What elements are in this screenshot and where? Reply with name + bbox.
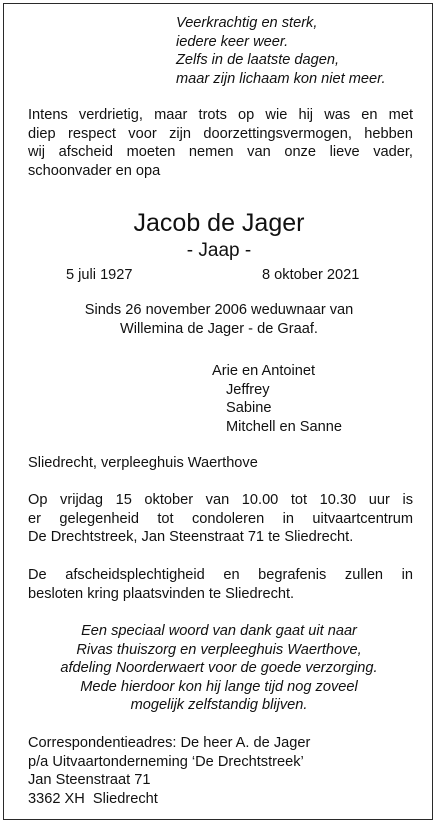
- intro-paragraph: [28, 106, 413, 180]
- poem: [176, 14, 426, 88]
- correspondence-address: [28, 734, 310, 808]
- death-date: 8 oktober 2021: [262, 267, 360, 283]
- thanks-line: Een speciaal woord van dank gaat uit naar: [81, 623, 357, 639]
- family-list: [212, 362, 342, 436]
- condolence-paragraph: [28, 491, 413, 547]
- intro-line: Intens verdrietig, maar trots op wie hij was en met: [28, 107, 413, 123]
- grandchild: Jeffrey: [226, 381, 270, 398]
- intro-line: wij afscheid moeten nemen van onze lieve vader,: [28, 144, 413, 161]
- address-line: Jan Steenstraat 71: [28, 772, 151, 789]
- widower-line: Sinds 26 november 2006 weduwnaar van: [84, 302, 354, 318]
- address-line: p/a Uitvaartonderneming ‘De Drechtstreek’: [28, 753, 304, 770]
- ceremony-line: besloten kring plaatsvinden te Sliedrecht.: [28, 585, 295, 602]
- ceremony-paragraph: [28, 566, 413, 603]
- poem-line: maar zijn lichaam kon niet meer.: [176, 70, 386, 87]
- family-couple: Arie en Antoinet: [212, 363, 316, 379]
- address-line: Correspondentieadres: De heer A. de Jager: [28, 735, 311, 751]
- thanks-line: Rivas thuiszorg en verpleeghuis Waerthove,: [76, 641, 362, 658]
- thanks-paragraph: [4, 622, 434, 715]
- condolence-line: er gelegenheid tot condoleren in uitvaartcentrum: [28, 510, 413, 527]
- address-line: 3362 XH Sliedrecht: [28, 790, 158, 807]
- poem-line: iedere keer weer.: [176, 33, 289, 50]
- death-notice: [3, 3, 433, 820]
- grandchild: Mitchell en Sanne: [226, 418, 343, 435]
- thanks-line: Mede hierdoor kon hij lange tijd nog zoveel: [80, 678, 358, 695]
- poem-line: Veerkrachtig en sterk,: [176, 15, 318, 31]
- intro-line: schoonvader en opa: [28, 162, 161, 179]
- grandchild: Sabine: [226, 400, 272, 417]
- widower-line: Willemina de Jager - de Graaf.: [120, 320, 318, 337]
- condolence-line: De Drechtstreek, Jan Steenstraat 71 te Sliedrecht.: [28, 529, 354, 546]
- birth-date: 5 juli 1927: [66, 267, 133, 283]
- thanks-line: afdeling Noorderwaert voor de goede verzorging.: [60, 660, 378, 677]
- intro-line: diep respect voor zijn doorzettingsvermogen, hebben: [28, 125, 413, 142]
- ceremony-line: De afscheidsplechtigheid en begrafenis zullen in: [28, 567, 413, 583]
- place-line: Sliedrecht, verpleeghuis Waerthove: [28, 455, 258, 471]
- condolence-line: Op vrijdag 15 oktober van 10.00 tot 10.30 uur is: [28, 492, 413, 508]
- deceased-nickname: - Jaap -: [186, 240, 252, 261]
- deceased-name: Jacob de Jager: [133, 209, 305, 237]
- thanks-line: mogelijk zelfstandig blijven.: [130, 697, 308, 714]
- poem-line: Zelfs in de laatste dagen,: [176, 52, 340, 69]
- widower-note: [4, 301, 434, 338]
